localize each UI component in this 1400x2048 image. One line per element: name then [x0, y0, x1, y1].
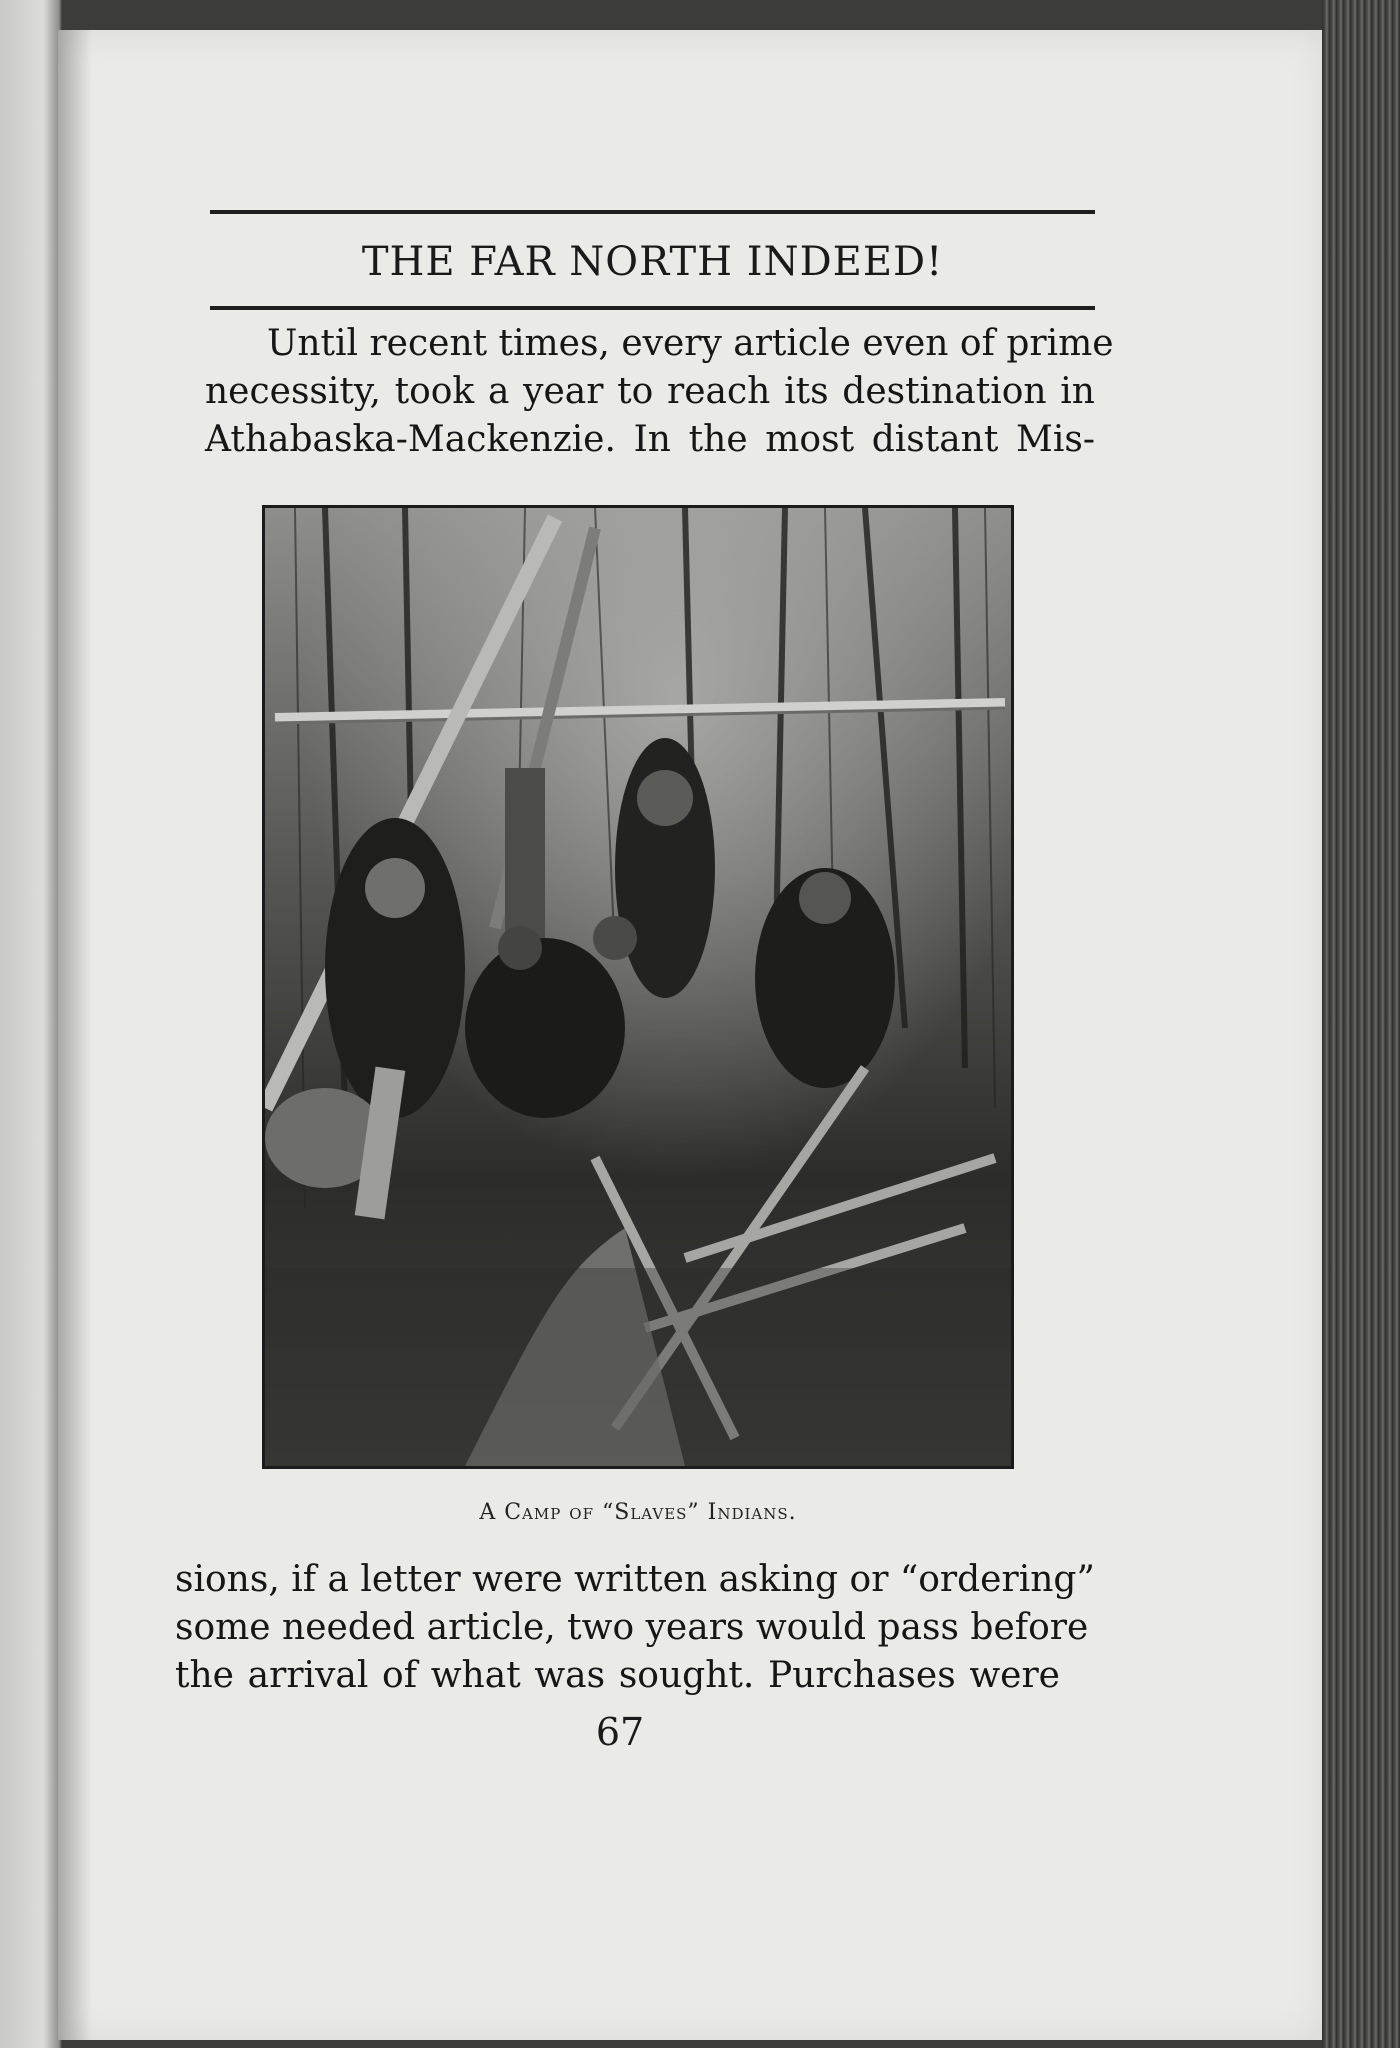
facing-page-edge [0, 0, 62, 2048]
header-rule-bottom [210, 306, 1095, 310]
text-line: the arrival of what was sought. Purchases were [175, 1655, 1060, 1696]
photograph-image [265, 508, 1011, 1466]
page-number: 67 [595, 1710, 645, 1754]
running-head: THE FAR NORTH INDEED! [361, 239, 944, 285]
paragraph-bottom [175, 1556, 1095, 1700]
text-line: sions, if a letter were written asking or “ordering” [175, 1559, 1095, 1600]
text-line: Until recent times, every article even of prime [267, 323, 1114, 364]
camp-photograph [262, 505, 1014, 1469]
photo-caption: A Camp of “Slaves” Indians. [479, 1500, 797, 1525]
spine-shadow [58, 30, 92, 2040]
paragraph-top [205, 320, 1114, 464]
header-rule-top [210, 210, 1095, 214]
text-line: necessity, took a year to reach its destination in [205, 371, 1095, 412]
page-block-edge [1322, 0, 1400, 2048]
text-line: Athabaska-Mackenzie. In the most distant Mis- [205, 419, 1095, 460]
text-line: some needed article, two years would pass before [175, 1607, 1089, 1648]
